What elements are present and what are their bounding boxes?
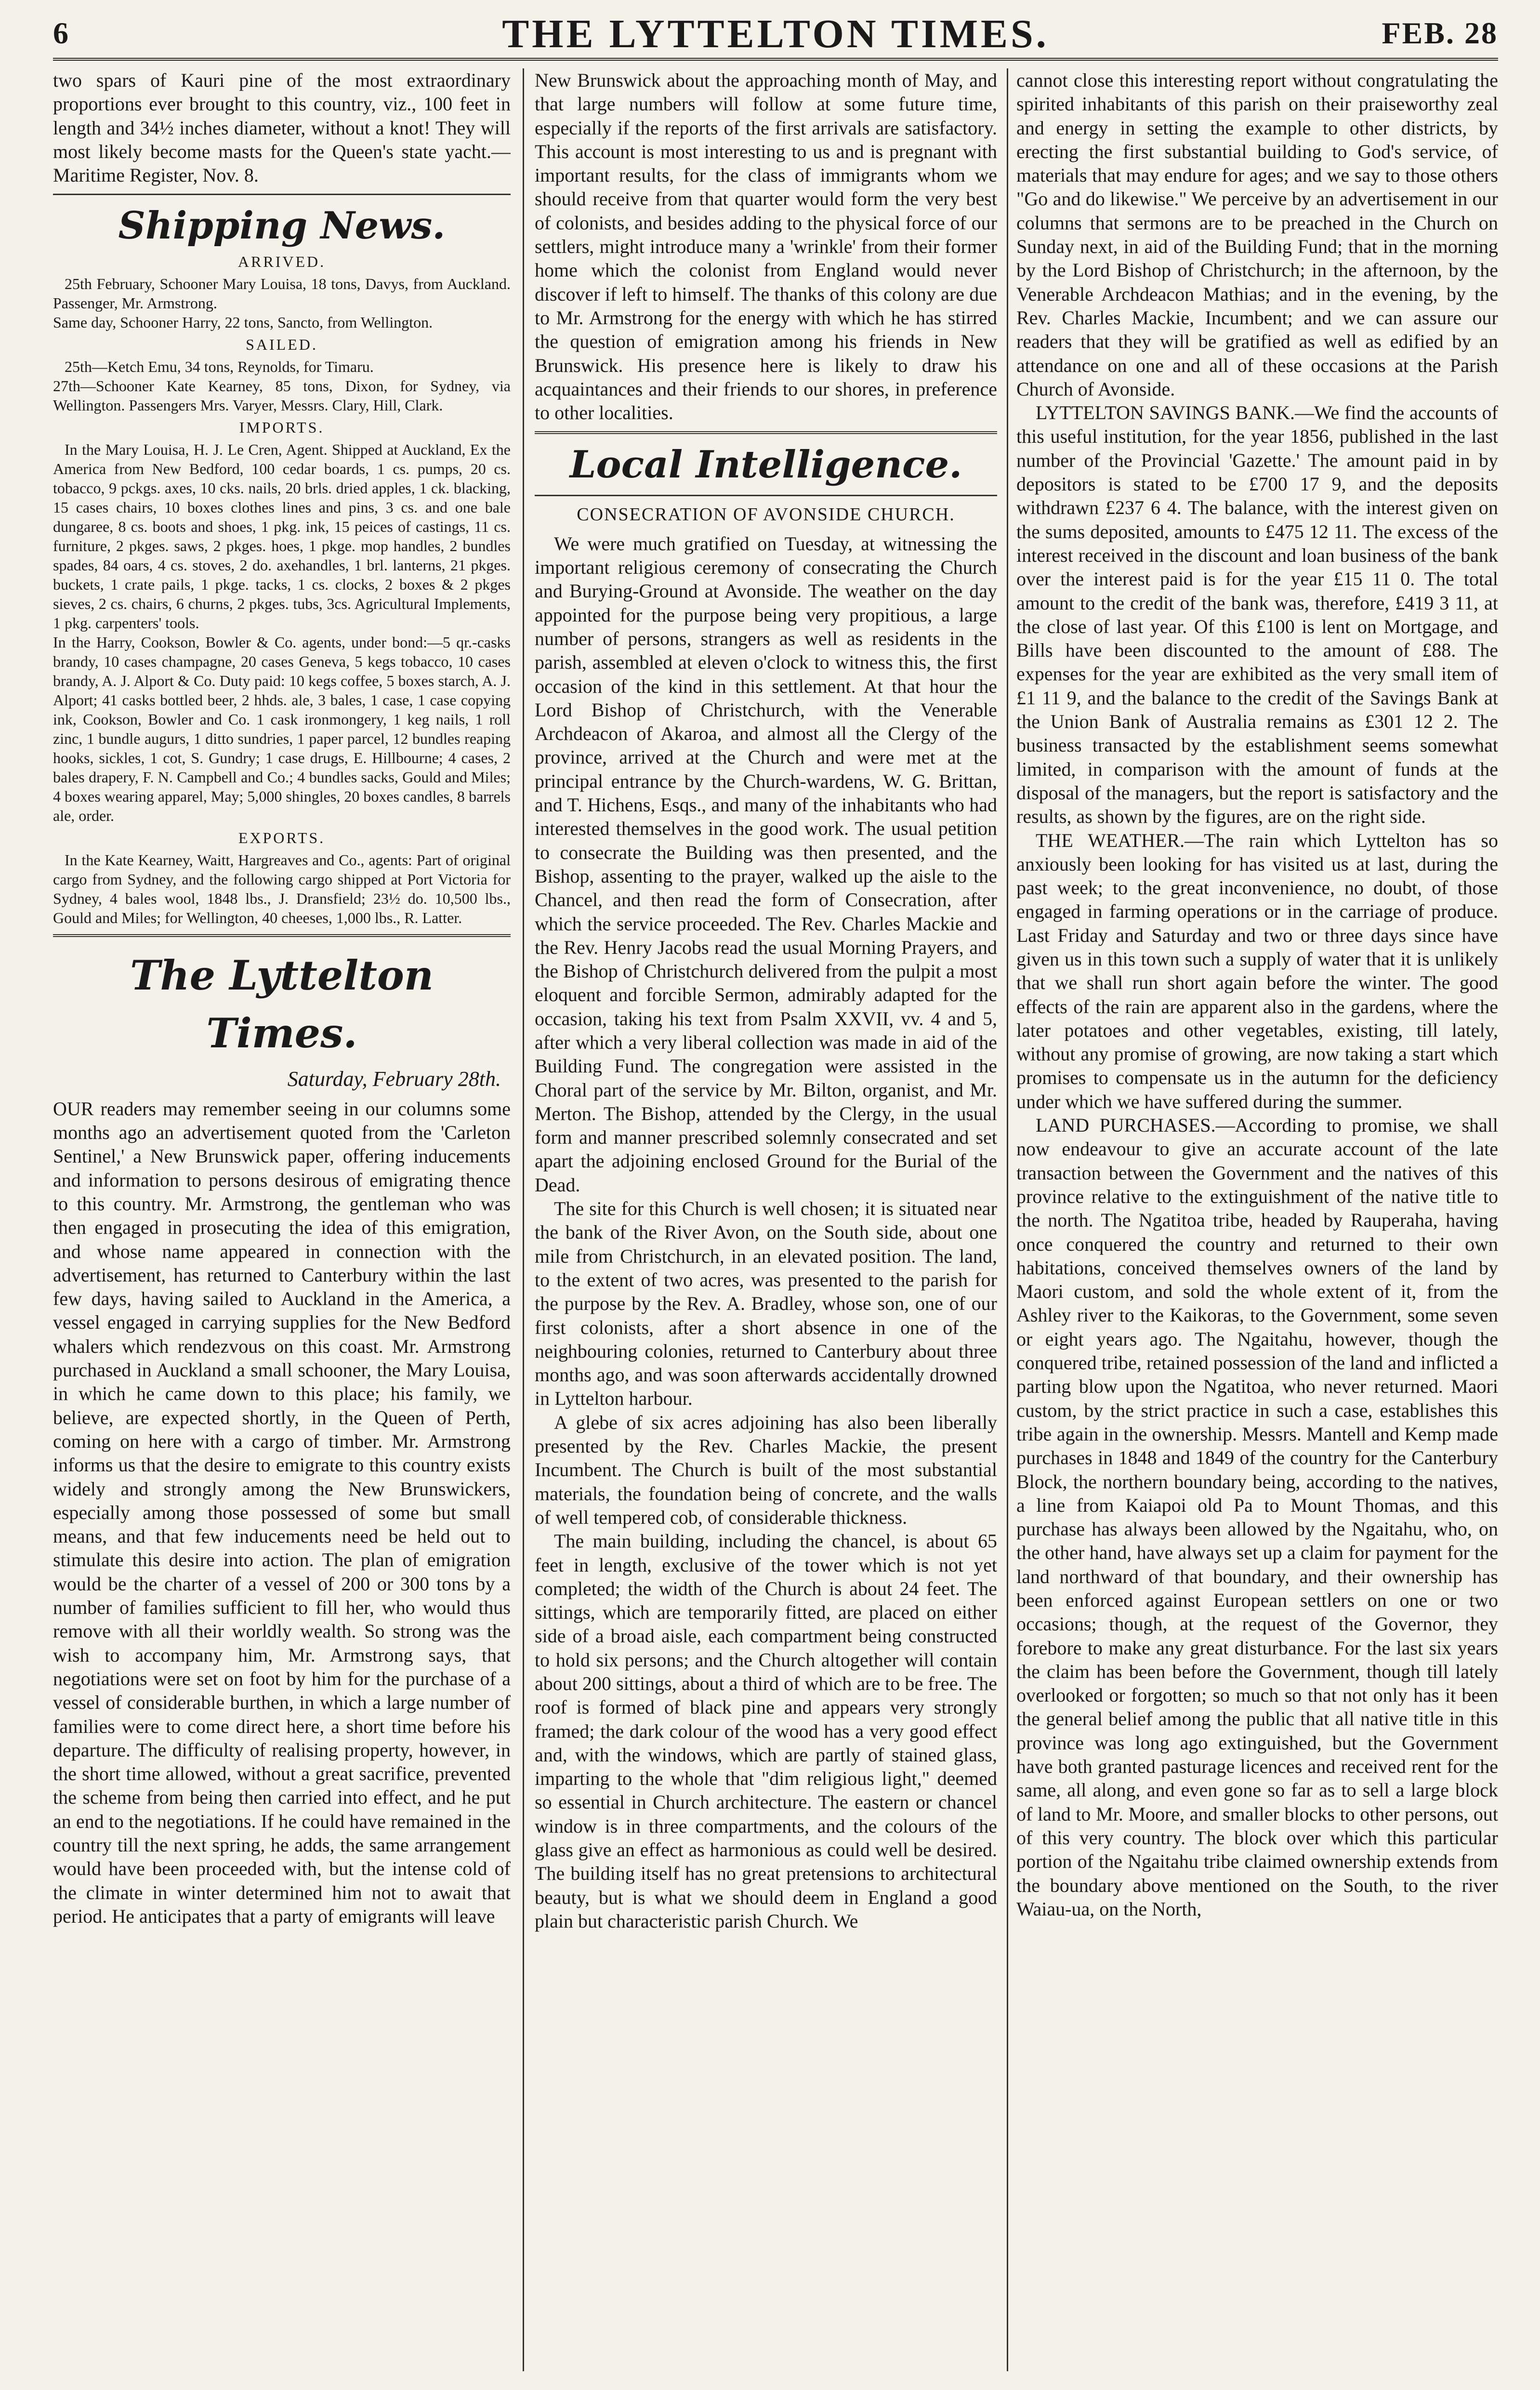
- column-2: [535, 68, 997, 2371]
- consecration-heading: CONSECRATION OF AVONSIDE CHURCH.: [577, 504, 955, 525]
- page-number: 6: [53, 16, 68, 50]
- shipping-news-heading: Shipping News.: [118, 204, 446, 248]
- local-intelligence-heading: Local Intelligence.: [569, 443, 962, 487]
- exports-text: In the Kate Kearney, Waitt, Hargreaves and Co., agents: Part of original cargo from Sydney, and the following cargo shipped at Port Victoria for Sydney, 4 bales wool, 1848 lbs., J. Dransfield; 23½ do. 10,500 lbs., Gould and Miles; for Wellington, 40 cheeses, 1,000 lbs., R. Latter.: [53, 851, 511, 927]
- site-paragraph: The site for this Church is well chosen; it is situated near the bank of the River Avon, on the South side, about one mile from Christchurch, in an elevated position. The land, to the extent of two acres, was presented to the parish for the purpose by the Rev. A. Bradley, whose son, one of our first colonists, after a short absence in one of the neighbouring colonies, returned to Canterbury about three months ago, and was soon afterwards accidentally drowned in Lyttelton harbour.: [535, 1198, 997, 1410]
- exports-label: EXPORTS.: [238, 829, 326, 847]
- paper-title-heading: The Lyttelton Times.: [130, 951, 434, 1057]
- arrived-label: ARRIVED.: [237, 253, 326, 271]
- imports-text: In the Mary Louisa, H. J. Le Cren, Agent. Shipped at Auckland, Ex the America from New Bedford, 100 cedar boards, 1 cs. pumps, 20 cs. tobacco, 9 pckgs. axes, 10 cks. nails, 20 brls. dried apples, 1 ck. blacking, 15 cases chairs, 10 boxes clothes lines and pins, 3 cs. and one bale dungaree, 8 cs. boots and shoes, 1 pkg. ink, 15 peices of castings, 11 cs. furniture, 2 pkges. saws, 2 pkges. hoes, 1 pkge. mop handles, 2 bundles spades, 84 oars, 4 cs. stoves, 2 do. axehandles, 1 brl. lanterns, 21 pkges. buckets, 1 crate pails, 1 pkge. tacks, 1 cs. clocks, 2 boxes & 2 pkges sieves, 2 cs. chairs, 6 churns, 2 pkges. tubs, 3cs. Agricultural Implements, 1 pkg. carpenters' tools. In the Harry, Cookson, Bowler & Co. agents, under bond:—5 qr.-casks brandy, 10 cases champagne, 20 cases Geneva, 5 kegs tobacco, 10 cases brandy, A. J. Alport & Co. Duty paid: 10 kegs coffee, 5 boxes starch, A. J. Alport; 41 casks bottled beer, 2 hhds. ale, 3 bales, 1 case, 1 case copying ink, Cookson, Bowler and Co. 1 cask ironmongery, 1 keg nails, 1 roll zinc, 1 bundle augurs, 1 ditto sundries, 1 paper parcel, 12 bundles reaping hooks, sickles, 1 cot, S. Gundry; 1 case drugs, E. Hillbourne; 4 cases, 2 bales drapery, F. N. Campbell and Co.; 4 bundles sacks, Gould and Miles; 4 boxes wearing apparel, May; 5,000 shingles, 20 boxes candles, 8 barrels ale, order.: [53, 441, 511, 825]
- glebe-paragraph: A glebe of six acres adjoining has also been liberally presented by the Rev. Charles Mackie, the present Incumbent. The Church is built of the most substantial materials, the foundation being of concrete, and the walls of well tempered cob, of considerable thickness.: [535, 1411, 997, 1528]
- leader-paragraph: OUR readers may remember seeing in our columns some months ago an advertisement quoted from the 'Carleton Sentinel,' a New Brunswick paper, offering inducements and information to persons desirous of emigrating thence to this country. Mr. Armstrong, the gentleman who was then engaged in prosecuting the idea of this emigration, and whose name appeared in connection with the advertisement, has returned to Canterbury within the last few days, having sailed to Auckland in the America, a vessel engaged in carrying supplies for the New Bedford whalers which rendezvous on this coast. Mr. Armstrong purchased in Auckland a small schooner, the Mary Louisa, in which he came down to this place; his family, we believe, are expected shortly, in the Queen of Perth, coming on here with a cargo of timber. Mr. Armstrong informs us that the desire to emigrate to this country exists widely and strongly among the New Brunswickers, especially among those possessed of some but small means, and that few inducements need be held out to stimulate this desire into action. The plan of emigration would be the charter of a vessel of 200 or 300 tons by a number of families sufficient to fill her, who would thus remove with all their worldly wealth. So strong was the wish to accompany him, Mr. Armstrong says, that negotiations were set on foot by him for the purchase of a vessel of considerable burthen, in which a large number of families were to come direct here, a short time before his departure. The difficulty of realising property, however, in the short time allowed, without a great sacrifice, prevented the scheme from being then carried into effect, and he put an end to the negotiations. If he could have remained in the country till the next spring, he adds, the same arrangement would have been proceeded with, but the intense cold of the climate in winter determined him not to await that period. He anticipates that a party of emigrants will leave: [53, 1097, 511, 1927]
- shipping-section: [53, 252, 511, 927]
- column-3: [1016, 68, 1498, 2371]
- consecration-paragraph: We were much gratified on Tuesday, at witnessing the important religious ceremony of consecrating the Church and Burying-Ground at Avonside. The weather on the day appointed for the purpose being very propitious, a large number of persons, strangers as well as residents in the parish, assembled at eleven o'clock to witness this, the first occasion of the kind in this settlement. At that hour the Lord Bishop of Christchurch, with the Venerable Archdeacon of Akaroa, and almost all the Clergy of the province, arrived at the Church and were met at the principal entrance by the Church-wardens, W. G. Brittan, and T. Hichens, Esqs., and many of the inhabitants who had interested themselves in the good work. The usual petition to consecrate the Building was then presented, and the Bishop, assenting to the prayer, walked up the aisle to the Chancel, and then read the form of Consecration, after which the service proceeded. The Rev. Charles Mackie and the Rev. Henry Jacobs read the usual Morning Prayers, and the Bishop of Christchurch delivered from the pulpit a most eloquent and forcible Sermon, admirably adapted for the occasion, taking his text from Psalm XXVII, vv. 4 and 5, after which a very liberal collection was made in aid of the Building Fund. The congregation were assisted in the Choral part of the service by Mr. Bilton, organist, and Mr. Merton. The Bishop, attended by the Clergy, in the usual form and manner prescribed solemnly consecrated and set apart the adjoining enclosed Ground for the Burial of the Dead.: [535, 532, 997, 1196]
- newspaper-title: THE LYTTELTON TIMES.: [502, 12, 1049, 56]
- weather-paragraph: THE WEATHER.—The rain which Lyttelton has so anxiously been looking for has visited us at last, during the past week; to the great inconvenience, no doubt, of those engaged in farming operations or in the carriage of produce. Last Friday and Saturday and two or three days since have given us in this town such a supply of water that it is unlikely that we shall run short again before the winter. The good effects of the rain are apparent also in the gardens, where the later potatoes and other vegetables, existing, till lately, without any promise of growing, are now taking a start which promises to compensate us in the autumn for the deficiency under which we have suffered during the summer.: [1016, 829, 1498, 1112]
- column-divider: [523, 68, 524, 2371]
- column-1: [53, 68, 511, 2371]
- column-divider: [1007, 68, 1008, 2371]
- imports-label: IMPORTS.: [239, 419, 325, 436]
- divider: [535, 495, 997, 496]
- building-paragraph: The main building, including the chancel, is about 65 feet in length, exclusive of the tower which is not yet completed; the width of the Church is about 24 feet. The sittings, which are temporarily fitted, are placed on either side of a broad aisle, each compartment being constructed to hold six persons; and the Church altogether will contain about 200 sittings, about a third of which are to be free. The roof is formed of black pine and appears very strongly framed; the dark colour of the wood has a very good effect and, with the windows, which are partly of stained glass, imparting to the whole that "dim religious light," deemed so essential in Church architecture. The eastern or chancel window is in three compartments, and the colours of the glass give an effect as harmonious as could well be desired. The building itself has no great pretensions to architectural beauty, but is what we should deem in England a good plain but characteristic parish Church. We: [535, 1530, 997, 1932]
- arrived-text: 25th February, Schooner Mary Louisa, 18 tons, Davys, from Auckland. Passenger, Mr. Armstrong. Same day, Schooner Harry, 22 tons, Sancto, from Wellington.: [53, 275, 511, 331]
- header-rule: [53, 58, 1498, 61]
- intro-paragraph: two spars of Kauri pine of the most extraordinary proportions ever brought to this country, viz., 100 feet in length and 34½ inches diameter, without a knot! They will most likely become masts for the Queen's state yacht.—Maritime Register, Nov. 8.: [53, 69, 511, 186]
- land-purchases-paragraph: LAND PURCHASES.—According to promise, we shall now endeavour to give an accurate account of the late transaction between the Government and the natives of this province relative to the extinguishment of the native title to the north. The Ngatitoa tribe, headed by Rauperaha, having once conquered the country and returned to their own habitations, conceived themselves owners of the land by Maori custom, and sold the whole extent of it, from the Ashley river to the Kaikoras, to the Government, some seven or eight years ago. The Ngaitahu, however, though the conquered tribe, retained possession of the land and inflicted a parting blow upon the Ngatitoa, who never returned. Maori custom, by the strict practice in such a case, establishes this tribe again in the ownership. Messrs. Mantell and Kemp made purchases in 1848 and 1849 of the country for the Canterbury Block, the northern boundary being, according to the natives, a line from Kaiapoi old Pa to Mount Thomas, and this purchase has always been allowed by the Ngaitahu, who, on the other hand, have always set up a claim for payment for the land northward of that boundary, and their ownership has been enforced against European settlers on one or two occasions; though, at the request of the Governor, they forebore to make any great disturbance. For the last six years the claim has been before the Government, though till lately overlooked or forgotten; so much so that not only has it been the general belief among the public that all native title in this province was long ago extinguished, but the Government have both granted pasturage licences and received rent for the same, all along, and even gone so far as to sell a large block of land to Mr. Moore, and smaller blocks to other persons, out of this very country. The block over which this particular portion of the Ngaitahu tribe claimed ownership extends from the boundary above mentioned on the South, to the river Waiau-ua, on the North,: [1016, 1114, 1498, 1920]
- sailed-text: 25th—Ketch Emu, 34 tons, Reynolds, for Timaru. 27th—Schooner Kate Kearney, 85 tons, Dixon, for Sydney, via Wellington. Passengers Mrs. Varyer, Messrs. Clary, Hill, Clark.: [53, 358, 511, 414]
- leader-dateline: Saturday, February 28th.: [287, 1067, 501, 1091]
- divider: [53, 194, 511, 195]
- issue-date: FEB. 28: [1382, 16, 1498, 50]
- continued-paragraph: New Brunswick about the approaching month of May, and that large numbers will follow at some future time, especially if the reports of the first arrivals are satisfactory. This account is most interesting to us and is pregnant with important results, for the class of immigrants whom we should receive from that quarter would form the very best of colonists, and besides adding to the physical force of our settlers, might introduce many a 'wrinkle' from their former home which the colonist from England would never discover if left to himself. The thanks of this colony are due to Mr. Armstrong for the energy with which he has stirred the question of emigration among his friends in New Brunswick. His presence here is likely to draw his acquaintances and their friends to our shores, in preference to other localities.: [535, 69, 997, 424]
- sailed-label: SAILED.: [246, 336, 318, 354]
- divider: [53, 934, 511, 937]
- savings-bank-paragraph: LYTTELTON SAVINGS BANK.—We find the accounts of this useful institution, for the year 1856, published in the last number of the Provincial 'Gazette.' The amount paid in by depositors is stated to be £700 17 9, and the deposits withdrawn £237 6 4. The balance, with the interest given on the sums deposited, amounts to £475 12 11. The excess of the interest received in the discount and loan business of the bank over the interest paid is for the year £15 11 0. The total amount to the credit of the bank was, therefore, £419 3 11, at the close of last year. Of this £100 is lent on Mortgage, and Bills have been discounted to the amount of £88. The expenses for the year are exhibited as the very small item of £1 11 9, and the balance to the credit of the Savings Bank at the Union Bank of Australia remains as £301 12 2. The business transacted by the establishment seems somewhat limited, in comparison with the amount of funds at the disposal of the managers, but the report is satisfactory and the results, as shown by the figures, are on the right side.: [1016, 402, 1498, 828]
- divider: [535, 431, 997, 434]
- continued-paragraph: cannot close this interesting report without congratulating the spirited inhabitants of this parish on their praiseworthy zeal and energy in setting the example to other districts, by erecting the first substantial building to God's service, of materials that may endure for ages; and we say to those others "Go and do likewise." We perceive by an advertisement in our columns that sermons are to be preached in the Church on Sunday next, in aid of the Building Fund; that in the morning by the Lord Bishop of Christchurch; in the afternoon, by the Venerable Archdeacon Mathias; and in the evening, by the Rev. Charles Mackie, Incumbent; and we can assure our readers that they will be gratified as well as edified by an attendance on one and all of these occasions at the Parish Church of Avonside.: [1016, 69, 1498, 400]
